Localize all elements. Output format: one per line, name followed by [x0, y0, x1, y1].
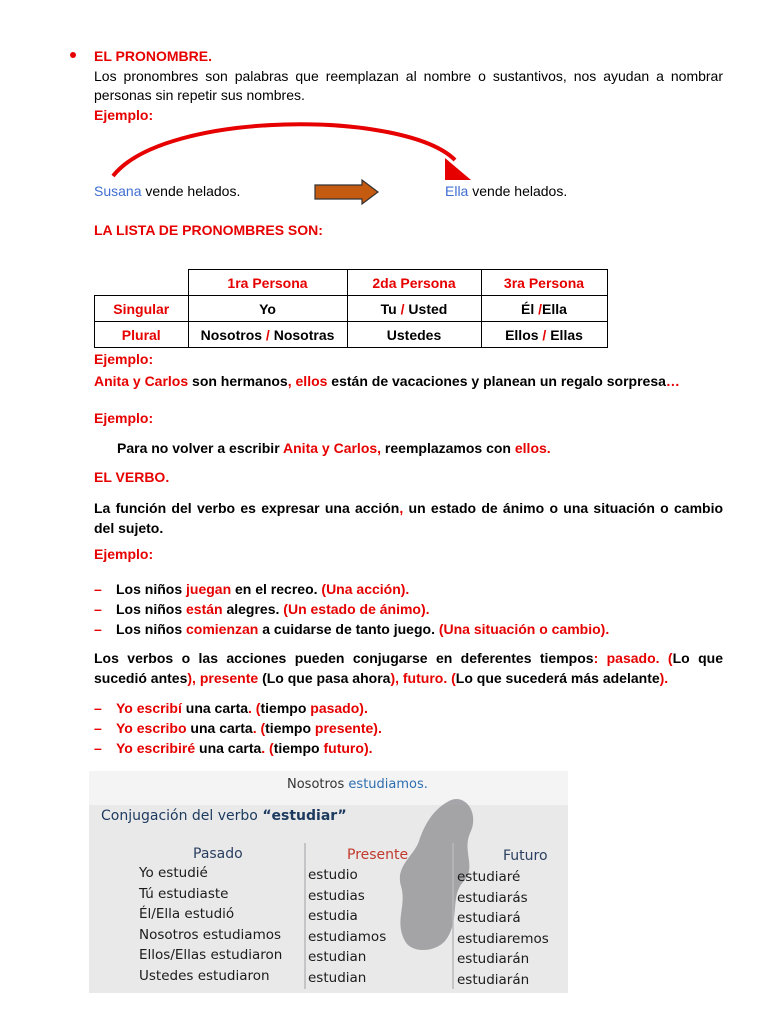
- list-item: estudiarán: [457, 971, 530, 988]
- list-item: – Yo escribí una carta. (tiempo pasado).: [94, 700, 368, 716]
- header-presente: Presente: [347, 847, 409, 863]
- table-row: [95, 296, 608, 322]
- example-sentence-left: Susana vende helados.: [94, 183, 241, 199]
- list-item: Ustedes estudiaron: [139, 967, 270, 984]
- list-item: – Los niños están alegres. (Un estado de ánimo).: [94, 601, 430, 617]
- table-header-row: [95, 270, 608, 296]
- verbo-heading: EL VERBO.: [94, 469, 170, 485]
- list-item: estudian: [308, 969, 367, 986]
- list-item: estudias: [308, 887, 365, 904]
- header-3ra: 3ra Persona: [481, 270, 607, 296]
- column-presente: [308, 865, 386, 988]
- photo-title: Conjugación del verbo “estudiar”: [101, 808, 347, 824]
- list-item: estudiará: [457, 910, 521, 926]
- conjugation-photo: [89, 771, 568, 993]
- list-item: – Yo escribo una carta. (tiempo presente).: [94, 720, 382, 736]
- ejemplo-label-2: Ejemplo:: [94, 351, 154, 367]
- list-item: – Los niños comienzan a cuidarse de tanto juego. (Una situación o cambio).: [94, 621, 610, 637]
- list-item: – Los niños juegan en el recreo. (Una acción).: [94, 581, 410, 597]
- row-label-plural: Plural: [95, 322, 189, 348]
- list-item: estudio: [308, 867, 358, 883]
- bullet-icon: [70, 52, 76, 58]
- lista-heading: LA LISTA DE PRONOMBRES SON:: [94, 222, 323, 238]
- list-item: estudiarán: [457, 951, 530, 967]
- list-item: – Yo escribiré una carta. (tiempo futuro).: [94, 740, 373, 756]
- empty-cell: [95, 270, 189, 296]
- ejemplo-label-4: Ejemplo:: [94, 546, 154, 562]
- pronoun-ella: Ella: [445, 183, 469, 199]
- curved-arrow-icon: [105, 118, 485, 188]
- ejemplo-label-3: Ejemplo:: [94, 410, 154, 426]
- list-item: estudiarás: [457, 889, 528, 906]
- table-row: [95, 322, 608, 348]
- ejemplo-label: Ejemplo:: [94, 107, 154, 123]
- column-pasado: [139, 863, 282, 986]
- pronoun-table: [94, 269, 608, 348]
- pronombre-heading: EL PRONOMBRE.: [94, 48, 212, 64]
- list-item: estudiamos: [308, 928, 387, 945]
- list-item: Tú estudiaste: [139, 885, 229, 902]
- list-item: estudiaré: [457, 869, 521, 885]
- verb-examples-list: [94, 579, 609, 639]
- photo-top-sentence: Nosotros estudiamos.: [287, 777, 428, 792]
- list-item: Yo estudié: [139, 865, 208, 881]
- header-2da: 2da Persona: [347, 270, 481, 296]
- list-item: Él/Ella estudió: [139, 906, 235, 922]
- tiempos-paragraph: Los verbos o las acciones pueden conjugarse en deferentes tiempos: pasado. (Lo que sucedió antes), presente (Lo que pasa ahora), futuro. (Lo que sucederá más adelante).: [94, 650, 723, 686]
- header-futuro: Futuro: [503, 848, 548, 864]
- header-pasado: Pasado: [193, 846, 243, 862]
- name-susana: Susana: [94, 183, 142, 199]
- row-label-singular: Singular: [95, 296, 189, 322]
- list-item: estudian: [308, 949, 367, 965]
- cell-ellos-ellas: Ellos / Ellas: [481, 322, 607, 348]
- cell-ustedes: Ustedes: [347, 322, 481, 348]
- list-item: estudiaremos: [457, 930, 549, 947]
- cell-nosotros: Nosotros / Nosotras: [188, 322, 347, 348]
- list-item: Ellos/Ellas estudiaron: [139, 947, 283, 963]
- cell-el-ella: Él /Ella: [481, 296, 607, 322]
- example-sentence-right: Ella vende helados.: [445, 183, 568, 199]
- list-item: estudia: [308, 908, 358, 924]
- verbo-definition: La función del verbo es expresar una acción, un estado de ánimo o una situación o cambio del sujeto.: [94, 500, 724, 536]
- arrow-right-icon: [314, 179, 380, 205]
- list-item: Nosotros estudiamos: [139, 926, 282, 943]
- pronombre-definition: Los pronombres son palabras que reemplazan al nombre o sustantivos, nos ayudan a nombrar personas sin repetir sus nombres.: [94, 68, 723, 103]
- reemplazo-sentence: Para no volver a escribir Anita y Carlos, reemplazamos con ellos.: [117, 440, 551, 456]
- cell-tu-usted: Tu / Usted: [347, 296, 481, 322]
- tense-examples-list: [94, 698, 382, 758]
- column-futuro: [457, 867, 549, 990]
- cell-yo: Yo: [188, 296, 347, 322]
- header-1ra: 1ra Persona: [188, 270, 347, 296]
- anita-carlos-paragraph: Anita y Carlos son hermanos, ellos están de vacaciones y planean un regalo sorpresa…: [94, 373, 680, 389]
